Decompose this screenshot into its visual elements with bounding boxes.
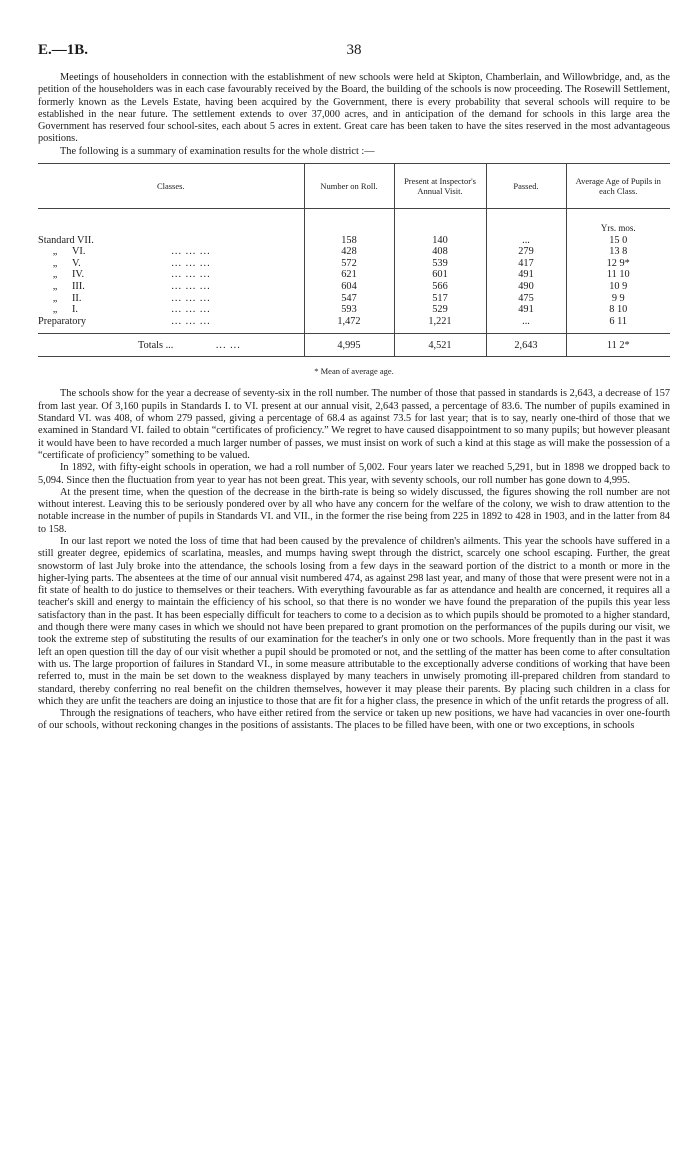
age-cell: 6 11 (566, 316, 670, 328)
header-present: Present at Inspector's Annual Visit. (394, 164, 486, 209)
class-name: VI. (72, 246, 86, 258)
class-name: V. (72, 257, 81, 269)
ditto-mark: „ (52, 292, 58, 304)
body-paragraph: In 1892, with fifty-eight schools in operation, we had a roll number of 5,002. Four years later we reached 5,291, but in 1898 we dropped back to 5,094. Since then the fluctuation from year to year has not been great. This year, with seventy schools, our roll number has gone down to 4,995. (38, 462, 670, 486)
ditto-mark: „ (52, 246, 58, 258)
present-cell: 408 (394, 246, 486, 258)
present-total: 4,521 (394, 334, 486, 357)
roll-cell: 572 (304, 258, 394, 270)
age-cell: 13 8 (566, 246, 670, 258)
table-row (38, 293, 670, 305)
body-paragraph: Through the resignations of teachers, who have either retired from the service or taken up new positions, we have had vacancies in over one-fourth of our schools, without reckoning changes in the positions of assistants. The places to be filled have been, with one or two exceptions, in schools (38, 708, 670, 732)
leader-dots: ... ... ... (171, 269, 211, 281)
passed-cell: 279 (486, 246, 566, 258)
units-row (38, 209, 670, 235)
passed-cell: 475 (486, 293, 566, 305)
header-classes: Classes. (38, 164, 304, 209)
age-total: 11 2* (566, 334, 670, 357)
passed-cell: ... (486, 235, 566, 247)
passed-cell: 490 (486, 281, 566, 293)
document-page (38, 42, 670, 733)
table-row (38, 269, 670, 281)
body-paragraph: In our last report we noted the loss of time that had been caused by the prevalence of children's ailments. This year the schools have suffered in a still greater degree, epidemics of scarlatina, measles, and mumps having swept through the district, scarcely one school escaping. Further, the great snowstorm of last July broke into the attendance, the schools losing from a few days in the seaward portion of the district to a month or more in the higher-lying parts. The absentees at the time of our annual visit numbered 474, as against 298 last year, and many of those that were present were not in a fit state of health to do justice to themselves or their teachers. With everything favourable as far as attendance and health are concerned, it requires all a teacher's skill and energy to maintain the efficiency of his school, so that there is no wonder we have found the preparation of the pupils this year less satisfactory than in the past. It has been especially difficult for teachers to come to a decision as to which pupils should be promoted to a higher standard, and though there were many cases in which we should not have been prepared to grant promotion on the performances of the pupils during our visit, we took the extreme step of substituting the results of our examination for the teacher's in only one or two schools. More frequently than in the past it was left an open question till the day of our visit whether a pupil should be promoted or not, and the settling of the matter has been come to after consultation with us. The large proportion of failures in Standard VI., in some measure attributable to the exceptionally adverse conditions of working that have been referred to, must in the main be set down to the weakness displayed by many teachers in unwisely promoting ill-prepared children from standard to standard, thereby conferring no real benefit on the children themselves, however it may please their parents. By placing such children in a class for which they are unfit the teachers are doing an injustice to those that are fit for a higher class, the presence in which of the unfit retards the progress of all. (38, 535, 670, 707)
table-row (38, 258, 670, 270)
totals-row (38, 334, 670, 357)
present-cell: 539 (394, 258, 486, 270)
class-name: IV. (72, 269, 85, 281)
present-cell: 566 (394, 281, 486, 293)
passed-cell: 491 (486, 304, 566, 316)
present-cell: 529 (394, 304, 486, 316)
table-lead-in: The following is a summary of examination results for the whole district :— (60, 145, 375, 157)
roll-cell: 593 (304, 304, 394, 316)
present-cell: 601 (394, 269, 486, 281)
leader-dots: ... ... ... (171, 315, 211, 327)
table-header-row (38, 164, 670, 209)
leader-dots: ... ... ... (171, 292, 211, 304)
ditto-mark: „ (52, 257, 58, 269)
class-name: III. (72, 281, 85, 293)
ditto-mark: „ (52, 281, 58, 293)
table-footnote: * Mean of average age. (314, 366, 394, 377)
roll-cell: 158 (304, 235, 394, 247)
roll-cell: 604 (304, 281, 394, 293)
report-code: E.—1B. (38, 42, 89, 58)
ditto-mark: „ (52, 304, 58, 316)
leader-dots: ... ... (215, 339, 241, 351)
table-row (38, 235, 670, 247)
age-units: Yrs. mos. (566, 209, 670, 235)
class-name: I. (72, 304, 79, 316)
roll-total: 4,995 (304, 334, 394, 357)
age-cell: 10 9 (566, 281, 670, 293)
roll-cell: 547 (304, 293, 394, 305)
page-header (38, 42, 670, 64)
age-cell: 12 9* (566, 258, 670, 270)
totals-label: Totals ... (138, 339, 174, 351)
table-row (38, 304, 670, 316)
age-cell: 9 9 (566, 293, 670, 305)
roll-cell: 621 (304, 269, 394, 281)
age-cell: 15 0 (566, 235, 670, 247)
roll-cell: 428 (304, 246, 394, 258)
header-passed: Passed. (486, 164, 566, 209)
class-name: Standard VII. (38, 234, 94, 246)
examination-results-table (38, 163, 670, 357)
intro-paragraph: Meetings of householders in connection with the establishment of new schools were held at Skipton, Chamberlain, and Willowbridge, and, as the petition of the householders was in each case favourably received by the Board, the building of the schools is now proceeding. The Rosewill Settlement, formerly known as the Levels Estate, having been acquired by the Government, there is every probability that several schools will require to be established in the near future. The settlement extends to over 37,000 acres, and in anticipation of the demand for schools in this large area the Government has reserved four school-sites, each about 5 acres in extent. Great care has been taken to have the sites reserved in the most advantageous positions. (38, 72, 670, 145)
passed-cell: ... (486, 316, 566, 328)
age-cell: 11 10 (566, 269, 670, 281)
ditto-mark: „ (52, 269, 58, 281)
class-name: Preparatory (38, 315, 87, 327)
header-roll: Number on Roll. (304, 164, 394, 209)
passed-total: 2,643 (486, 334, 566, 357)
table-row (38, 246, 670, 258)
present-cell: 1,221 (394, 316, 486, 328)
leader-dots: ... ... ... (171, 246, 211, 258)
passed-cell: 491 (486, 269, 566, 281)
header-age: Average Age of Pupils in each Class. (566, 164, 670, 209)
table-row (38, 316, 670, 328)
passed-cell: 417 (486, 258, 566, 270)
roll-cell: 1,472 (304, 316, 394, 328)
leader-dots: ... ... ... (171, 304, 211, 316)
table-row (38, 281, 670, 293)
leader-dots: ... ... ... (171, 281, 211, 293)
page-number: 38 (346, 42, 362, 58)
present-cell: 140 (394, 235, 486, 247)
age-cell: 8 10 (566, 304, 670, 316)
body-paragraph: The schools show for the year a decrease of seventy-six in the roll number. The number of those that passed in standards is 2,643, a decrease of 157 from last year. Of 3,160 pupils in Standards I. to VI. present at our annual visit, 2,643 passed, a percentage of 83.6. The number of pupils examined in Standard VI. was 408, of whom 279 passed, giving a percentage of 68.4 as against 73.5 for last year; that is to say, nearly one-third of those that we examined in Standard VI. failed to obtain “certificates of proficiency.” We regret to have caused disappointment to so many pupils; but however pleasant it would have been to have recorded a much larger number of passes, we must insist on work of such a kind at this stage as will make the possession of a “certificate of proficiency” something to be valued. (38, 388, 670, 461)
leader-dots: ... ... ... (171, 257, 211, 269)
present-cell: 517 (394, 293, 486, 305)
class-name: II. (72, 292, 82, 304)
body-paragraph: At the present time, when the question of the decrease in the birth-rate is being so widely discussed, the figures showing the roll number are not without interest. Leaving this to be seriously pondered over by all who have any concern for the welfare of the colony, we wish to draw attention to the notable increase in the number of pupils in Standards VI. and VII., in the former the rise being from 225 in 1892 to 428 in 1903, and in the latter from 84 to 158. (38, 486, 670, 535)
